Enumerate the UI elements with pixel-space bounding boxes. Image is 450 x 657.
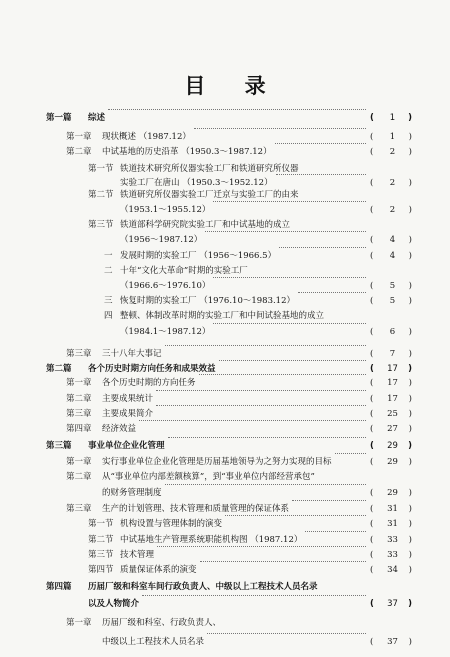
page-number: 5 — [389, 296, 396, 306]
toc-entry-title: 铁道技术研究所仪器实验工厂和铁道研究所仪器 — [120, 164, 299, 174]
paren-right: ) — [408, 113, 412, 123]
page-number: 4 — [389, 235, 396, 245]
toc-entry-title: 的财务管理制度 — [102, 488, 162, 498]
toc-entry-title: （1953.1～1955.12） — [120, 205, 211, 215]
toc-entry-title: 以及人物简介 — [88, 599, 140, 609]
toc-entry-title: 综述 — [88, 113, 106, 123]
leader-dots — [213, 277, 366, 278]
page-number: 29 — [387, 441, 398, 451]
toc-entry-label: 二 — [104, 266, 113, 276]
paren-right: ) — [408, 296, 412, 306]
page-number: 17 — [387, 364, 398, 374]
leader-dots — [213, 323, 366, 324]
paren-left: ( — [370, 535, 374, 545]
toc-entry-title: 整顿、体制改革时期的实验工厂和中间试验基地的成立 — [120, 311, 325, 321]
leader-dots — [275, 143, 366, 144]
paren-left: ( — [370, 281, 374, 291]
page-title: 目 录 — [184, 74, 282, 98]
page-number: 17 — [387, 378, 398, 388]
page-number: 4 — [389, 251, 396, 261]
paren-right: ) — [408, 457, 412, 467]
paren-right: ) — [408, 349, 412, 359]
toc-entry[interactable] — [20, 420, 412, 438]
toc-entry-label: 第一章 — [66, 457, 92, 467]
paren-left: ( — [370, 409, 374, 419]
toc-entry-title: 铁道研究所仪器实验工厂迁京与实验工厂的由来 — [120, 190, 299, 200]
toc-entry-title: （1956～1987.12） — [120, 235, 203, 245]
leader-dots — [139, 420, 366, 421]
page-number: 2 — [389, 205, 396, 215]
toc-entry-label: 第二节 — [88, 535, 114, 545]
toc-entry[interactable] — [20, 109, 412, 127]
toc-entry-title: 历届厂级和科室车间行政负责人、中级以上工程技术人员名录 — [88, 582, 318, 592]
paren-right: ) — [408, 205, 412, 215]
toc-entry-label: 第三章 — [66, 409, 92, 419]
toc-entry-label: 第三节 — [88, 220, 114, 230]
toc-entry-label: 第一篇 — [46, 113, 72, 123]
leader-dots — [219, 360, 366, 361]
toc-entry-title: （1966.6～1976.10） — [120, 281, 211, 291]
paren-left: ( — [370, 441, 374, 451]
toc-entry-title: 铁道部科学研究院实验工厂和中试基地的成立 — [120, 220, 291, 230]
leader-dots — [142, 595, 366, 596]
paren-right: ) — [408, 251, 412, 261]
toc-entry-title: 生产的计划管理、技术管理和质量管理的保证体系 — [102, 504, 290, 514]
leader-dots — [305, 531, 366, 532]
toc-entry-label: 四 — [104, 311, 113, 321]
toc-entry-label: 第一章 — [66, 378, 92, 388]
paren-left: ( — [370, 235, 374, 245]
toc-entry[interactable] — [20, 614, 412, 632]
paren-right: ) — [408, 424, 412, 434]
leader-dots — [200, 561, 366, 562]
toc-entry-title: 主要成果统计 — [102, 394, 154, 404]
paren-right: ) — [408, 147, 412, 157]
toc-entry-label: 第一章 — [66, 618, 92, 628]
page-number: 2 — [389, 147, 396, 157]
paren-left: ( — [370, 565, 374, 575]
paren-left: ( — [370, 599, 374, 609]
page-number: 17 — [387, 394, 398, 404]
toc-entry-label: 第二章 — [66, 147, 92, 157]
toc-entry-label: 第三节 — [88, 550, 114, 560]
paren-left: ( — [370, 364, 374, 374]
leader-dots — [207, 633, 366, 634]
paren-right: ) — [408, 327, 412, 337]
toc-entry-title: 各个历史时期方向任务和成果效益 — [88, 364, 216, 374]
leader-dots — [199, 374, 366, 375]
paren-right: ) — [408, 504, 412, 514]
page-number: 33 — [387, 535, 398, 545]
leader-dots — [194, 128, 366, 129]
toc-entry[interactable] — [20, 561, 412, 579]
toc-entry-title: 中试基地生产管理系统职能机构图 （1987.12） — [120, 535, 303, 545]
paren-right: ) — [408, 235, 412, 245]
page-number: 31 — [387, 519, 398, 529]
toc-entry-title: 技术管理 — [120, 550, 155, 560]
toc-entry-label: 第三章 — [66, 349, 92, 359]
toc-entry-title: 十年“文化大革命”时期的实验工厂 — [120, 266, 248, 276]
page-number: 33 — [387, 550, 398, 560]
toc-entry-label: 第三章 — [66, 504, 92, 514]
toc-entry-title: 事业单位企业化管理 — [88, 441, 165, 451]
paren-left: ( — [370, 637, 374, 647]
paren-left: ( — [370, 488, 374, 498]
toc-entry-title: 经济效益 — [102, 424, 137, 434]
leader-dots — [298, 292, 366, 293]
toc-entry-title: 各个历史时期的方向任务 — [102, 378, 196, 388]
toc-entry[interactable] — [20, 578, 412, 596]
leader-dots — [156, 405, 366, 406]
paren-right: ) — [408, 394, 412, 404]
toc-entry-label: 一 — [104, 251, 113, 261]
paren-left: ( — [370, 550, 374, 560]
page-number: 1 — [389, 132, 396, 142]
toc-entry-label: 第三篇 — [46, 441, 72, 451]
paren-right: ) — [408, 637, 412, 647]
toc-entry-label: 第四章 — [66, 424, 92, 434]
paren-right: ) — [408, 565, 412, 575]
paren-right: ) — [408, 550, 412, 560]
toc-entry-title: 机构设置与管理体制的演变 — [120, 519, 223, 529]
toc-entry-label: 第二节 — [88, 190, 114, 200]
paren-right: ) — [408, 441, 412, 451]
toc-entry-label: 第二篇 — [46, 364, 72, 374]
toc-entry[interactable] — [20, 595, 412, 613]
toc-entry-label: 第一章 — [66, 132, 92, 142]
page-number: 37 — [387, 599, 398, 609]
page-number: 5 — [389, 281, 396, 291]
toc-entry[interactable] — [20, 323, 412, 341]
toc-entry-label: 第二章 — [66, 394, 92, 404]
paren-right: ) — [408, 378, 412, 388]
paren-left: ( — [370, 251, 374, 261]
paren-left: ( — [370, 132, 374, 142]
paren-right: ) — [408, 599, 412, 609]
toc-entry-label: 第四篇 — [46, 582, 72, 592]
toc-entry-title: 实验工厂在唐山 （1950.3～1952.12） — [120, 178, 273, 188]
leader-dots — [292, 500, 366, 501]
page-number: 6 — [389, 327, 396, 337]
paren-left: ( — [370, 394, 374, 404]
toc-entry[interactable] — [20, 143, 412, 161]
toc-entry-label: 三 — [104, 296, 113, 306]
leader-dots — [168, 437, 366, 438]
paren-right: ) — [408, 519, 412, 529]
toc-entry-title: 恢复时期的实验工厂 （1976.10～1983.12） — [120, 296, 296, 306]
leader-dots — [156, 390, 366, 391]
toc-entry-title: （1984.1～1987.12） — [120, 327, 211, 337]
paren-right: ) — [408, 178, 412, 188]
paren-right: ) — [408, 132, 412, 142]
page-number: 29 — [387, 488, 398, 498]
paren-right: ) — [408, 488, 412, 498]
toc-entry-title: 中级以上工程技术人员名录 — [102, 637, 205, 647]
paren-right: ) — [408, 364, 412, 374]
leader-dots — [276, 174, 366, 175]
paren-left: ( — [370, 296, 374, 306]
leader-dots — [335, 453, 366, 454]
paren-left: ( — [370, 519, 374, 529]
page-number: 34 — [387, 565, 398, 575]
toc-entry-title: 实行事业单位企业化管理是历届基地领导为之努力实现的目标 — [102, 457, 332, 467]
leader-dots — [213, 201, 366, 202]
page-number: 25 — [387, 409, 398, 419]
toc-entry-label: 第一节 — [88, 519, 114, 529]
paren-left: ( — [370, 504, 374, 514]
toc-entry[interactable] — [20, 633, 412, 651]
toc-entry-label: 第四节 — [88, 565, 114, 575]
toc-entry-title: 三十八年大事记 — [102, 349, 162, 359]
leader-dots — [205, 231, 366, 232]
page-number: 2 — [389, 178, 396, 188]
leader-dots — [165, 345, 366, 346]
page-number: 37 — [387, 637, 398, 647]
page-number: 7 — [389, 349, 396, 359]
paren-left: ( — [370, 327, 374, 337]
leader-dots — [157, 546, 366, 547]
toc-entry-title: 发展时期的实验工厂 （1956～1966.5） — [120, 251, 277, 261]
page-number: 1 — [389, 113, 396, 123]
toc-entry-title: 现状概述 （1987.12） — [102, 132, 191, 142]
toc-entry-title: 主要成果简介 — [102, 409, 154, 419]
leader-dots — [165, 484, 366, 485]
paren-right: ) — [408, 281, 412, 291]
toc-entry-title: 质量保证体系的演变 — [120, 565, 197, 575]
paren-left: ( — [370, 147, 374, 157]
paren-left: ( — [370, 205, 374, 215]
toc-entry-label: 第一节 — [88, 164, 114, 174]
toc-entry-title: 历届厂级和科室、行政负责人、 — [102, 618, 222, 628]
toc-entry-label: 第二章 — [66, 472, 92, 482]
toc-entry-title: 从“事业单位内部差额核算”，到“事业单位内部经营承包” — [102, 472, 315, 482]
paren-left: ( — [370, 457, 374, 467]
paren-left: ( — [370, 424, 374, 434]
page-number: 27 — [387, 424, 398, 434]
paren-right: ) — [408, 535, 412, 545]
paren-left: ( — [370, 113, 374, 123]
paren-left: ( — [370, 378, 374, 388]
paren-left: ( — [370, 178, 374, 188]
page-number: 29 — [387, 457, 398, 467]
leader-dots — [225, 515, 366, 516]
page-number: 31 — [387, 504, 398, 514]
leader-dots — [279, 247, 366, 248]
leader-dots — [108, 109, 366, 110]
paren-left: ( — [370, 349, 374, 359]
toc-entry-title: 中试基地的历史沿革 （1950.3～1987.12） — [102, 147, 272, 157]
paren-right: ) — [408, 409, 412, 419]
